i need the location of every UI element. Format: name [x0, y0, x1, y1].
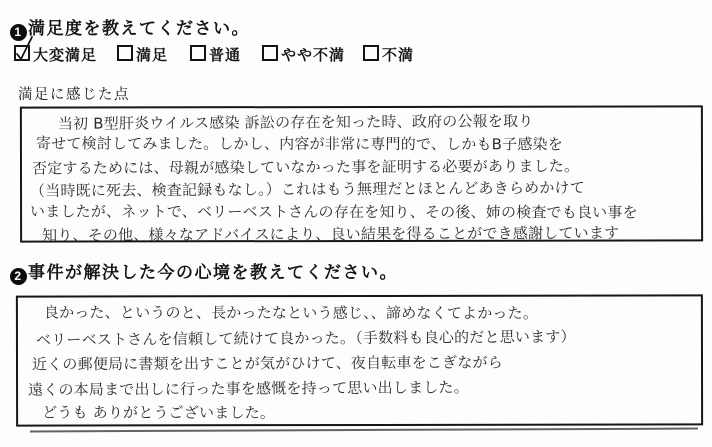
- option-dissatisfied[interactable]: [363, 44, 414, 65]
- check-icon: [14, 34, 36, 62]
- handwritten-line: 良かった、というのと、長かったなという感じ、、諦めなくてよかった。: [43, 303, 539, 323]
- circled-number-1-icon: 1: [10, 24, 27, 41]
- answer-box-question1: [20, 105, 703, 245]
- handwritten-line: 寄せて検討してみました。しかし、内容が非常に専門的で、しかもB子感染を: [35, 134, 563, 154]
- option-label: 満足: [136, 48, 169, 64]
- checkbox-checked-icon: [14, 45, 30, 61]
- satisfied-points-label: 満足に感じた点: [18, 87, 130, 103]
- handwritten-line: ベリーベストさんを信頼して続けて良かった。（手数料も良心的だと思います）: [35, 327, 576, 349]
- handwritten-line: 近くの郵便局に書類を出すことが気がひけて、夜自転車をこぎながら: [31, 353, 503, 374]
- handwritten-line: どうも ありがとうございました。: [42, 403, 276, 422]
- option-satisfied[interactable]: [117, 44, 168, 65]
- question2-text: 事件が解決した今の心境を教えてください。: [28, 263, 398, 282]
- checkbox-unchecked-icon: [190, 45, 206, 61]
- question1-heading: [10, 14, 250, 41]
- handwritten-line: 知り、その他、様々なアドバイスにより、良い結果を得ることができ感謝しています: [42, 223, 620, 245]
- option-somewhat-dissatisfied[interactable]: [262, 44, 345, 65]
- handwritten-line: 当初 B型肝炎ウイルス感染 訴訟の存在を知った時、政府の公報を取り: [57, 111, 534, 133]
- question1-text: 満足度を教えてください。: [28, 19, 250, 38]
- handwritten-line: 遠くの本局まで出しに行った事を感慨を持って思い出しました。: [27, 378, 469, 400]
- option-label: 不満: [382, 48, 415, 64]
- option-label: やや不満: [281, 48, 346, 64]
- handwritten-line: いましたが、ネットで、ベリーベストさんの存在を知り、その後、姉の検査でも良い事を: [30, 202, 638, 222]
- scan-artifact-line: [30, 428, 698, 433]
- handwritten-line: （当時既に死去、検査記録もなし。）これはもう無理だとほとんどあきらめかけて: [29, 178, 585, 201]
- option-neutral[interactable]: [190, 44, 241, 65]
- option-label: 普通: [209, 48, 242, 64]
- checkbox-unchecked-icon: [363, 45, 379, 61]
- checkbox-unchecked-icon: [117, 45, 133, 61]
- option-label: 大変満足: [33, 48, 98, 64]
- checkbox-unchecked-icon: [262, 45, 278, 61]
- answer-box-question2: [16, 294, 703, 426]
- question2-heading: [10, 258, 398, 285]
- option-very-satisfied[interactable]: [14, 44, 97, 65]
- circled-number-2-icon: 2: [10, 268, 27, 285]
- handwritten-line: 否定するためには、母親が感染していなかった事を証明する必要がありました。: [31, 156, 580, 178]
